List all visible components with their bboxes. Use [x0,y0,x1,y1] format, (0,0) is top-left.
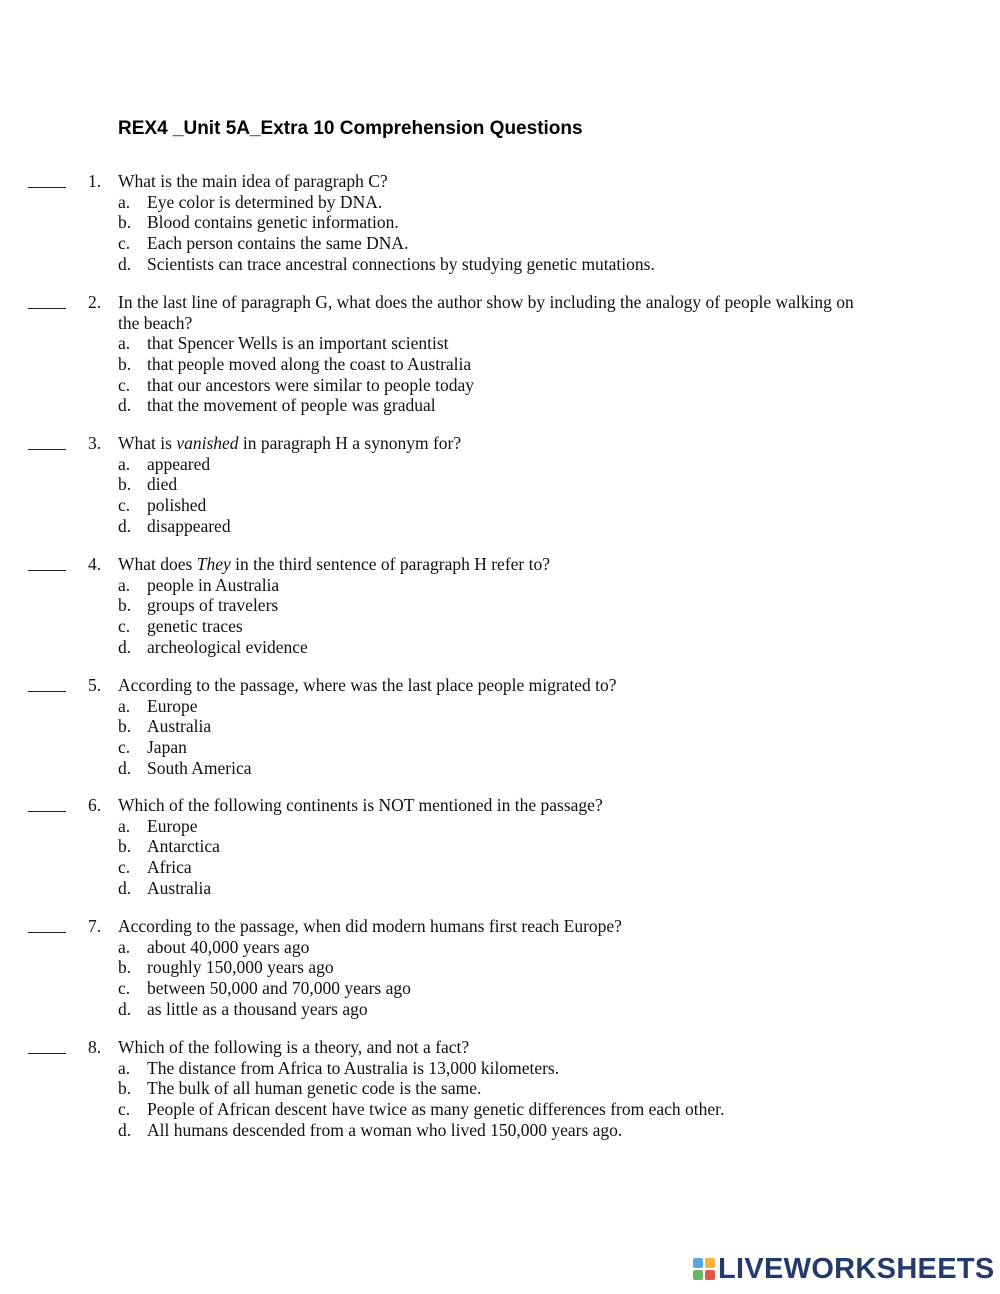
option-text: People of African descent have twice as many genetic differences from each other. [147,1099,725,1120]
option-letter: a. [118,1057,131,1078]
question-6 [0,795,1000,898]
option-text: people in Australia [147,574,280,595]
question-number: 5. [88,675,102,695]
option-b [0,1078,1000,1099]
option-text: between 50,000 and 70,000 years ago [147,978,411,999]
option-a [0,696,1000,717]
option-text: disappeared [147,515,231,536]
option-d [0,516,1000,537]
option-d [0,637,1000,658]
option-text: All humans descended from a woman who lived 150,000 years ago. [147,1119,623,1140]
option-c [0,857,1000,878]
option-text: polished [147,495,207,516]
question-row [0,916,1000,937]
question-stem: According to the passage, when did modern humans first reach Europe? [118,916,622,936]
question-3 [0,433,1000,536]
option-b [0,354,1000,375]
question-stem [118,554,888,575]
option-a [0,816,1000,837]
option-letter: c. [118,737,131,758]
option-letter: c. [118,857,131,878]
option-text: South America [147,757,252,778]
option-b [0,474,1000,495]
logo-blocks-icon [693,1258,715,1280]
question-stem [118,433,888,454]
option-text: that Spencer Wells is an important scientist [147,333,449,354]
option-text: The bulk of all human genetic code is the same. [147,1078,482,1099]
option-d [0,878,1000,899]
option-letter: c. [118,233,131,254]
option-letter: a. [118,574,131,595]
option-letter: b. [118,474,132,495]
logo-block [705,1258,715,1268]
option-text: groups of travelers [147,595,279,616]
question-number: 3. [88,433,102,453]
option-letter: d. [118,877,132,898]
option-letter: b. [118,716,132,737]
option-c [0,1099,1000,1120]
option-d [0,254,1000,275]
option-letter: b. [118,957,132,978]
option-letter: d. [118,253,132,274]
question-8 [0,1037,1000,1140]
question-stem: What is the main idea of paragraph C? [118,171,388,191]
option-letter: a. [118,453,131,474]
option-letter: b. [118,595,132,616]
option-b [0,595,1000,616]
stem-text: What does [118,554,197,574]
option-text: that people moved along the coast to Australia [147,354,472,375]
stem-text: What is [118,433,177,453]
option-text: about 40,000 years ago [147,936,310,957]
option-text: Blood contains genetic information. [147,212,399,233]
option-text: Scientists can trace ancestral connections by studying genetic mutations. [147,253,655,274]
question-number: 7. [88,916,102,936]
option-b [0,212,1000,233]
option-text: genetic traces [147,616,243,637]
question-stem: According to the passage, where was the last place people migrated to? [118,675,617,695]
question-stem-line-1: In the last line of paragraph G, what does the author show by including the analogy of people walking on [118,292,854,312]
option-a [0,333,1000,354]
question-row [0,1037,1000,1058]
option-letter: a. [118,815,131,836]
option-c [0,495,1000,516]
option-b [0,957,1000,978]
option-a [0,937,1000,958]
option-text: Australia [147,877,212,898]
option-letter: d. [118,757,132,778]
question-2 [0,292,1000,416]
option-a [0,1058,1000,1079]
question-stem: Which of the following is a theory, and not a fact? [118,1037,470,1057]
question-number: 1. [88,171,102,191]
question-4 [0,554,1000,657]
stem-text: in the third sentence of paragraph H refer to? [230,554,550,574]
option-letter: a. [118,936,131,957]
option-b [0,716,1000,737]
option-b [0,836,1000,857]
stem-emphasis: vanished [176,433,239,453]
option-text: Antarctica [147,836,220,857]
option-text: Europe [147,815,198,836]
option-text: Europe [147,695,198,716]
option-c [0,978,1000,999]
option-a [0,192,1000,213]
option-text: Eye color is determined by DNA. [147,191,383,212]
option-c [0,616,1000,637]
option-letter: b. [118,212,132,233]
worksheet-title: REX4 _Unit 5A_Extra 10 Comprehension Questions [118,118,583,139]
question-row-continued [0,313,1000,334]
option-letter: a. [118,191,131,212]
question-5 [0,675,1000,778]
question-7 [0,916,1000,1019]
question-number: 2. [88,292,102,312]
option-text: Japan [147,737,187,758]
question-row [0,292,1000,313]
option-letter: c. [118,374,131,395]
option-text: that the movement of people was gradual [147,395,436,416]
option-text: Each person contains the same DNA. [147,233,409,254]
option-d [0,758,1000,779]
option-text: roughly 150,000 years ago [147,957,334,978]
option-letter: c. [118,495,131,516]
option-text: Africa [147,857,192,878]
option-c [0,737,1000,758]
option-text: Australia [147,716,212,737]
question-row [0,675,1000,696]
option-letter: c. [118,978,131,999]
option-d [0,1120,1000,1141]
option-a [0,575,1000,596]
option-d [0,999,1000,1020]
liveworksheets-logo[interactable] [693,1254,995,1284]
option-c [0,233,1000,254]
option-text: died [147,474,178,495]
question-stem: Which of the following continents is NOT mentioned in the passage? [118,795,603,815]
logo-block [705,1270,715,1280]
logo-text: LIVEWORKSHEETS [718,1252,995,1285]
option-text: as little as a thousand years ago [147,998,368,1019]
option-letter: b. [118,354,132,375]
option-a [0,454,1000,475]
option-text: appeared [147,453,211,474]
option-letter: d. [118,515,132,536]
option-c [0,375,1000,396]
logo-block [693,1258,703,1268]
option-d [0,395,1000,416]
option-letter: b. [118,1078,132,1099]
question-number: 8. [88,1037,102,1057]
question-row [0,433,1000,454]
logo-block [693,1270,703,1280]
option-letter: c. [118,616,131,637]
option-letter: c. [118,1099,131,1120]
question-number: 6. [88,795,102,815]
question-row [0,171,1000,192]
option-letter: a. [118,333,131,354]
option-letter: d. [118,998,132,1019]
option-letter: b. [118,836,132,857]
question-number: 4. [88,554,102,574]
option-letter: a. [118,695,131,716]
option-letter: d. [118,636,132,657]
question-row [0,795,1000,816]
question-stem-line-2: the beach? [118,312,193,333]
option-letter: d. [118,1119,132,1140]
option-letter: d. [118,395,132,416]
option-text: that our ancestors were similar to people today [147,374,475,395]
question-1 [0,171,1000,274]
option-text: archeological evidence [147,636,308,657]
stem-text: in paragraph H a synonym for? [238,433,462,453]
stem-emphasis: They [196,554,231,574]
option-text: The distance from Africa to Australia is 13,000 kilometers. [147,1057,560,1078]
question-row [0,554,1000,575]
